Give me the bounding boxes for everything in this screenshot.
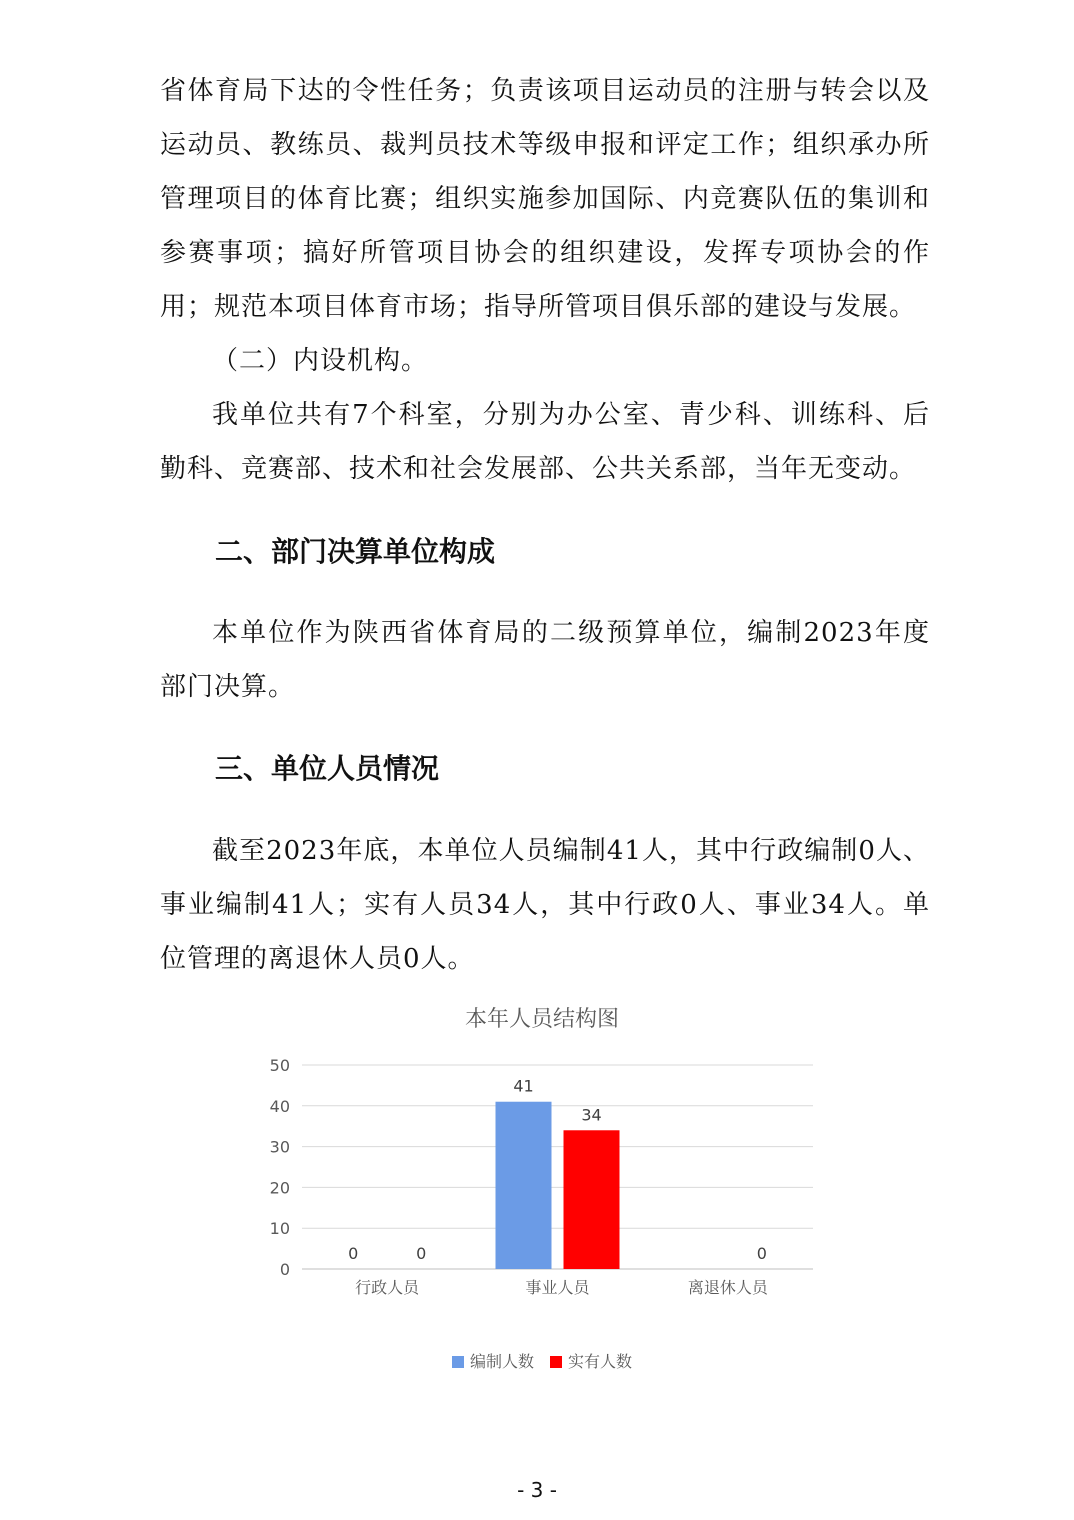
x-tick-label: 行政人员 xyxy=(355,1278,420,1297)
section-heading-2: 二、部门决算单位构成 xyxy=(215,535,496,568)
paragraph-departments: 我单位共有7个科室，分别为办公室、青少科、训练科、后勤科、竞赛部、技术和社会发展部、公共关系部，当年无变动。 xyxy=(160,400,930,484)
chart-bars xyxy=(496,1102,620,1269)
data-label: 34 xyxy=(581,1105,602,1125)
x-tick-label: 事业人员 xyxy=(525,1278,590,1297)
chart-gridlines xyxy=(302,1065,813,1269)
bar-0-1 xyxy=(496,1102,552,1269)
y-tick-label: 50 xyxy=(269,1056,290,1075)
chart-title: 本年人员结构图 xyxy=(464,1007,620,1032)
staff-structure-chart xyxy=(240,990,840,1390)
data-label: 0 xyxy=(756,1244,767,1263)
legend-label: 编制人数 xyxy=(470,1352,535,1371)
y-tick-label: 40 xyxy=(269,1096,290,1116)
chart-svg xyxy=(240,990,840,1390)
chart-y-ticks xyxy=(270,1056,290,1279)
paragraph-duties: 省体育局下达的令性任务；负责该项目运动员的注册与转会以及运动员、教练员、裁判员技术等级申报和评定工作；组织承办所管理项目的体育比赛；组织实施参加国际、内竞赛队伍的集训和参赛事项；搞好所管项目协会的组织建设，发挥专项协会的作用；规范本项目体育市场；指导所管项目俱乐部的建设与发展。 xyxy=(160,76,930,322)
bar-1-1 xyxy=(564,1130,620,1269)
section-heading-3: 三、单位人员情况 xyxy=(215,752,440,785)
y-tick-label: 30 xyxy=(269,1137,290,1157)
y-tick-label: 20 xyxy=(269,1178,290,1198)
data-label: 41 xyxy=(513,1076,534,1096)
legend-swatch xyxy=(550,1356,562,1368)
paragraph-staff: 截至2023年底，本单位人员编制41人，其中行政编制0人、事业编制41人；实有人员34人，其中行政0人、事业34人。单位管理的离退休人员0人。 xyxy=(160,836,930,974)
chart-legend xyxy=(452,1352,632,1371)
data-label: 0 xyxy=(348,1244,359,1263)
legend-swatch xyxy=(452,1356,464,1368)
chart-x-ticks xyxy=(355,1278,769,1297)
y-tick-label: 0 xyxy=(279,1260,290,1279)
data-label: 0 xyxy=(416,1244,427,1263)
x-tick-label: 离退休人员 xyxy=(687,1278,768,1297)
chart-data-labels xyxy=(348,1077,767,1263)
y-tick-label: 10 xyxy=(269,1219,290,1239)
paragraph-budget-unit: 本单位作为陕西省体育局的二级预算单位，编制2023年度部门决算。 xyxy=(160,618,930,702)
legend-label: 实有人数 xyxy=(568,1352,633,1371)
page-number: - 3 - xyxy=(517,1478,557,1502)
subheading-internal-structure: （二）内设机构。 xyxy=(212,346,429,376)
